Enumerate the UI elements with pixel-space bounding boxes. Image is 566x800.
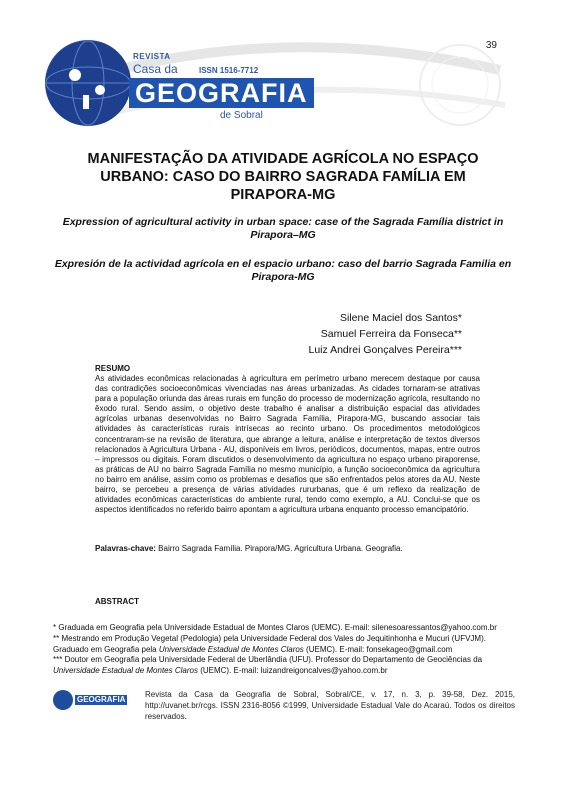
footnote-3-post: (UEMC). E-mail: luizandreigoncalves@yahoo.com.br [197,666,388,676]
logo-casa-da: Casa da [133,62,178,76]
keywords [95,544,480,554]
abstract-heading: ABSTRACT [95,597,139,606]
keywords-list: Bairro Sagrada Família. Pirapora/MG. Agricultura Urbana. Geografia. [155,544,403,553]
logo-revista: REVISTA [133,52,171,61]
footnote-2-line-2 [53,645,515,656]
author-1: Silene Maciel dos Santos* [340,312,462,324]
footnote-2-line-1: ** Mestrando em Produção Vegetal (Pedologia) pela Universidade Federal dos Vales do Jequitinhonha e Mucuri (UFVJM). [53,633,486,643]
article-title-spanish: Expresión de la actividad agrícola en el espacio urbano: caso del barrio Sagrada Familia en Pirapora-MG [54,258,512,283]
footnote-3-line-2 [53,666,515,677]
footer-logo [53,688,126,712]
author-list [308,310,462,358]
journal-logo [45,40,308,130]
footnote-2-institution: Universidade Estadual de Montes Claros [158,644,304,654]
keywords-label: Palavras-chave: [95,544,156,553]
footer-citation: Revista da Casa da Geografia de Sobral, Sobral/CE, v. 17, n. 3, p. 39-58, Dez. 2015, http://uvanet.br/rcgs. ISSN 2316-8056 ©1999, Universidade Estadual Vale do Acaraú. Todos os direitos reservados. [145,690,515,721]
page-number: 39 [485,40,497,51]
article-title: MANIFESTAÇÃO DA ATIVIDADE AGRÍCOLA NO ESPAÇO URBANO: CASO DO BAIRRO SAGRADA FAMÍLIA EM PIRAPORA-MG [87,151,479,203]
footnotes [53,623,515,677]
resumo-heading: RESUMO [95,364,131,373]
footnote-2-pre: Graduado em Geografia pela [53,644,159,654]
footer-globe-icon [53,690,73,710]
logo-geografia: GEOGRAFIA [129,78,314,108]
footnote-3-institution: Universidade Estadual de Montes Claros [53,666,198,676]
globe-icon [45,40,131,126]
author-2: Samuel Ferreira da Fonseca** [320,328,462,340]
resumo-body: As atividades econômicas relacionadas à agricultura em perímetro urbano merecem destaque por causa das contradições socioeconômicas vivenciadas nas áreas urbanizadas. As cidades tornaram-se atrativas para a população oriunda das áreas rurais em função do processo de modernização agrícola, resultando no êxodo rural. Sendo assim, o objetivo deste trabalho é analisar a distribuição espacial das atividades agrícolas urbanas desenvolvidas no Bairro Sagrada Família, Pirapora-MG, buscando associar tais atividades às características rurais intrísecas ao recinto urbano. Os procedimentos metodológicos concentraram-se na revisão de literatura, que abrange a leitura, análise e interpretação de textos diversos relacionados à Agricultura Urbana - AU, disponíveis em livros, periódicos, documentos, mapas, entre outros – impressos ou digitais. Foram discutidos o desenvolvimento da agricultura no espaço urbano piraporense, as práticas de AU no bairro Sagrada Família no mesmo município, a função socioeconômica da agricultura no bairro em análise, assim como os problemas e desafios que são enfrentados pelos atores da AU. Neste bairro, se percebeu a presença de várias atividades rururbanas, que é um reflexo da realização de atividades econômicas características do ambiente rural, tendo como exemplo, a AU. Conclui-se que os aspectos identificados no referido bairro apontam a agricultura urbana enquanto processo emancipatório. [95,374,480,515]
logo-issn: ISSN 1516-7712 [199,66,259,75]
footnote-1: * Graduada em Geografia pela Universidade Estadual de Montes Claros (UEMC). E-mail: silenesoaressantos@yahoo.com.br [53,623,497,632]
footer-logo-text: GEOGRAFIA [77,695,126,704]
author-3: Luiz Andrei Gonçalves Pereira*** [308,344,462,356]
logo-de-sobral: de Sobral [220,110,263,121]
footnote-3-line-1: *** Doutor em Geografia pela Universidade Federal de Uberlândia (UFU). Professor do Departamento de Geociências da [53,655,483,665]
article-title-english: Expression of agricultural activity in urban space: case of the Sagrada Família district in Pirapora–MG [62,216,504,241]
footnote-2-post: (UEMC). E-mail: fonsekageo@gmail.com [303,644,453,654]
